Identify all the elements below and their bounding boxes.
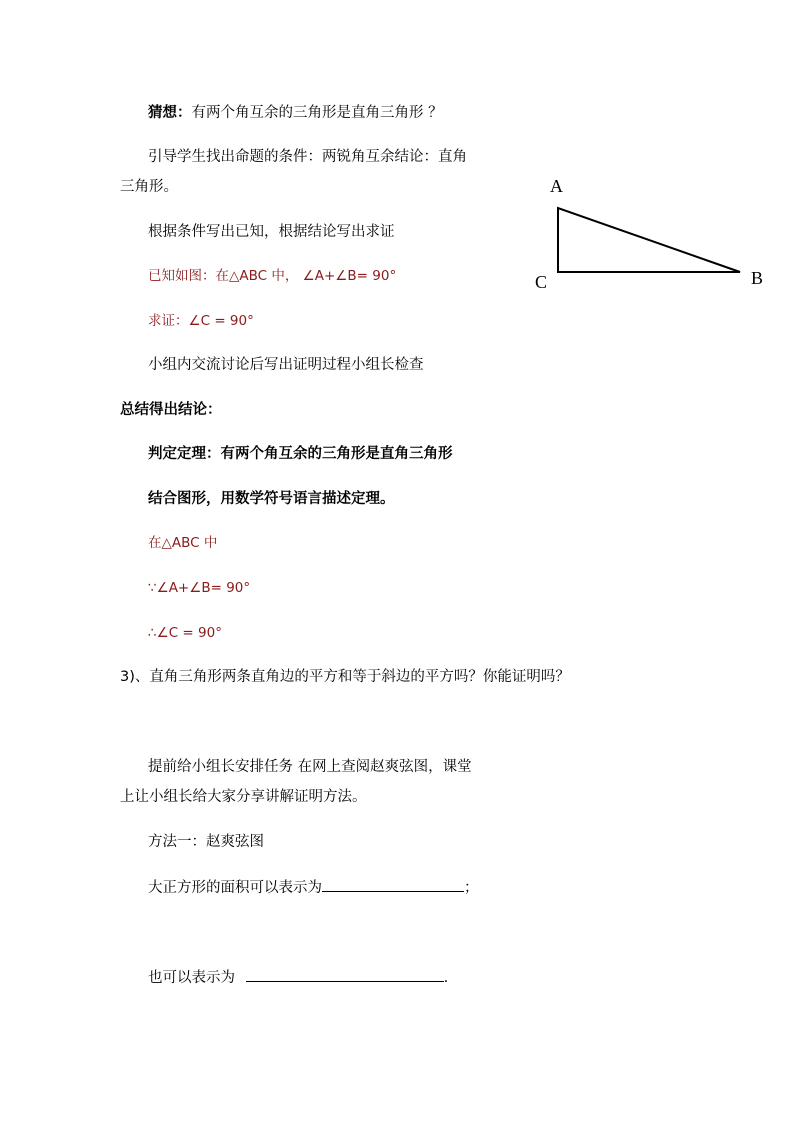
discuss-line: 小组内交流讨论后写出证明过程小组长检查 bbox=[148, 357, 424, 373]
triangle-label-c: C bbox=[535, 272, 548, 292]
method1-line: 方法一：赵爽弦图 bbox=[148, 834, 264, 850]
question-3: 3)、直角三角形两条直角边的平方和等于斜边的平方吗？你能证明吗？ bbox=[120, 669, 570, 685]
conjecture-line bbox=[148, 104, 443, 122]
task-line-2: 上让小组长给大家分享讲解证明方法。 bbox=[120, 789, 367, 805]
because-line: ∵∠A+∠B= 90° bbox=[148, 580, 251, 596]
write-known-line: 根据条件写出已知，根据结论写出求证 bbox=[148, 224, 395, 240]
area-suffix: ； bbox=[464, 880, 479, 896]
triangle-figure bbox=[530, 170, 770, 300]
known-line: 已知如图：在△ABC 中， ∠A+∠B= 90° bbox=[148, 268, 397, 284]
also-prefix: 也可以表示为 bbox=[148, 970, 240, 986]
theorem-line: 判定定理：有两个角互余的三角形是直角三角形 bbox=[148, 446, 453, 462]
summary-heading: 总结得出结论： bbox=[120, 402, 222, 418]
therefore-line: ∴∠C = 90° bbox=[148, 625, 222, 641]
conjecture-label: 猜想： bbox=[148, 105, 192, 121]
triangle-label-a: A bbox=[550, 176, 563, 196]
triangle-label-b: B bbox=[751, 268, 764, 288]
also-blank[interactable] bbox=[246, 967, 444, 982]
area-prefix: 大正方形的面积可以表示为 bbox=[148, 880, 322, 896]
describe-line: 结合图形，用数学符号语言描述定理。 bbox=[148, 491, 395, 507]
area-line bbox=[148, 877, 479, 897]
guide-line-2: 三角形。 bbox=[120, 179, 178, 195]
guide-line-1: 引导学生找出命题的条件：两锐角互余结论：直角 bbox=[148, 149, 467, 165]
area-blank[interactable] bbox=[322, 877, 464, 892]
conjecture-text: 有两个角互余的三角形是直角三角形 ？ bbox=[191, 105, 443, 121]
task-line-1: 提前给小组长安排任务 在网上查阅赵爽弦图，课堂 bbox=[148, 759, 472, 775]
also-suffix: . bbox=[443, 970, 449, 986]
prove-line: 求证：∠C = 90° bbox=[148, 313, 254, 329]
also-line bbox=[148, 967, 448, 987]
triangle-abc bbox=[558, 208, 740, 272]
in-triangle-line: 在△ABC 中 bbox=[148, 535, 218, 551]
